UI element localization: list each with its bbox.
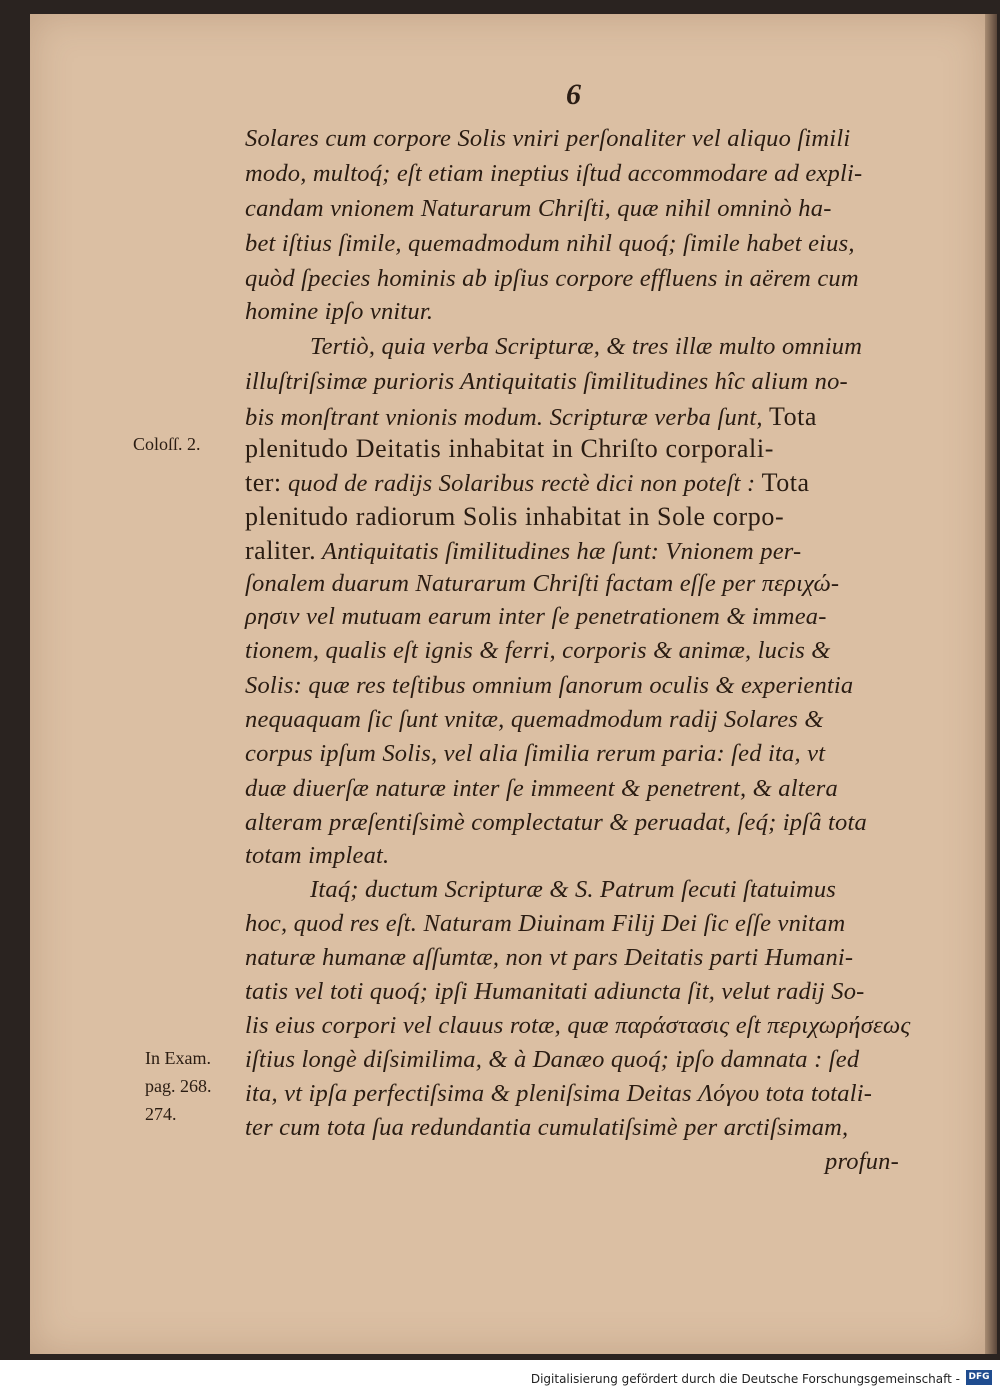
text-line: Itaq́; ductum Scripturæ & S. Patrum ſecuti ſtatuimus <box>310 876 837 903</box>
margin-note: Coloſſ. 2. <box>133 434 201 454</box>
catchword: profun- <box>825 1148 899 1175</box>
text-line: Solares cum corpore Solis vniri perſonaliter vel aliquo ſimili <box>245 125 851 152</box>
margin-note: 274. <box>145 1104 177 1124</box>
text-line: homine ipſo vnitur. <box>245 298 434 325</box>
text-line <box>245 468 810 498</box>
text-run: Antiquitatis ſimilitudines hæ ſunt: Vnionem per- <box>322 538 802 565</box>
text-line: totam impleat. <box>245 842 390 869</box>
quote-run: Tota <box>761 468 810 497</box>
dfg-logo: DFG <box>966 1370 992 1385</box>
text-line: ſonalem duarum Naturarum Chriſti factam eſſe per περιχώ- <box>245 570 840 597</box>
text-line: bet iſtius ſimile, quemadmodum nihil quoq́; ſimile habet eius, <box>245 230 855 257</box>
text-line: ter cum tota ſua redundantia cumulatiſsimè per arctiſsimam, <box>245 1114 849 1141</box>
text-line: naturæ humanæ aſſumtæ, non vt pars Deitatis parti Humani- <box>245 944 854 971</box>
footer-credit: Digitalisierung gefördert durch die Deutsche Forschungsgemeinschaft - <box>530 1372 960 1386</box>
text-line: Tertiò, quia verba Scripturæ, & tres illæ multo omnium <box>310 333 863 360</box>
quote-line: plenitudo radiorum Solis inhabitat in Sole corpo- <box>245 502 785 531</box>
text-line: Solis: quæ res teſtibus omnium ſanorum oculis & experientia <box>245 672 854 699</box>
scripture-quote-line: plenitudo Deitatis inhabitat in Chriſto corporali- <box>245 434 774 463</box>
text-line: ita, vt ipſa perfectiſsima & pleniſsima Deitas Λόγου tota totali- <box>245 1080 873 1107</box>
text-line: duæ diuerſæ naturæ inter ſe immeent & penetrent, & altera <box>245 775 838 802</box>
text-run: bis monſtrant vnionis modum. Scripturæ verba ſunt, <box>245 404 763 431</box>
scripture-quote: ter: <box>245 468 282 497</box>
text-line: ρησιν vel mutuam earum inter ſe penetrationem & immea- <box>245 603 827 630</box>
quote-run: raliter. <box>245 536 317 565</box>
text-line: nequaquam ſic ſunt vnitæ, quemadmodum radij Solares & <box>245 706 824 733</box>
text-line: corpus ipſum Solis, vel alia ſimilia rerum paria: ſed ita, vt <box>245 740 826 767</box>
text-run: quod de radijs Solaribus rectè dici non poteſt : <box>287 470 756 497</box>
text-line: lis eius corpori vel clauus rotæ, quæ παράστασις eſt περιχωρήσεως <box>245 1012 911 1039</box>
text-line: iſtius longè diſsimilima, & à Danæo quoq́; ipſo damnata : ſed <box>245 1046 860 1073</box>
scripture-quote: Tota <box>769 402 817 431</box>
text-line: quòd ſpecies hominis ab ipſius corpore effluens in aërem cum <box>245 265 859 292</box>
text-line: tatis vel toti quoq́; ipſi Humanitati adiuncta ſit, velut radij So- <box>245 978 865 1005</box>
text-line: modo, multoq́; eſt etiam ineptius iſtud accommodare ad expli- <box>245 160 863 187</box>
margin-note: pag. 268. <box>145 1076 212 1096</box>
text-line <box>245 402 817 432</box>
text-line: tionem, qualis eſt ignis & ferri, corporis & animæ, lucis & <box>245 637 831 664</box>
text-line: candam vnionem Naturarum Chriſti, quæ nihil omninò ha- <box>245 195 832 222</box>
margin-note: In Exam. <box>145 1048 211 1068</box>
page-edge <box>985 14 997 1354</box>
text-line: hoc, quod res eſt. Naturam Diuinam Filij Dei ſic eſſe vnitam <box>245 910 846 937</box>
page-number: 6 <box>566 78 581 111</box>
text-line: illuſtriſsimæ purioris Antiquitatis ſimilitudines hîc alium no- <box>245 368 848 395</box>
text-line: alteram præſentiſsimè complectatur & peruadat, ſeq́; ipſâ tota <box>245 809 867 836</box>
text-line <box>245 536 801 566</box>
